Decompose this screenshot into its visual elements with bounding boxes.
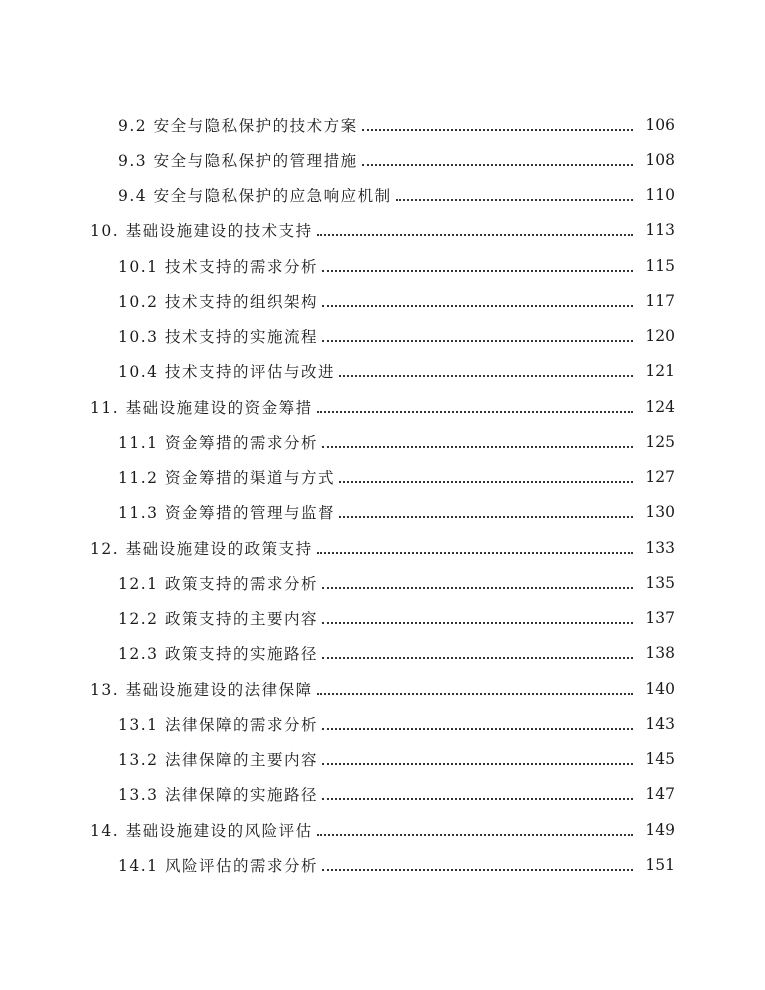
dot-leader xyxy=(362,128,633,131)
toc-entry-title: 12.2 政策支持的主要内容 xyxy=(118,610,318,629)
toc-entry-page: 145 xyxy=(645,750,675,769)
dot-leader xyxy=(317,551,633,554)
toc-entry-page: 110 xyxy=(645,186,675,205)
toc-entry[interactable] xyxy=(0,142,765,177)
toc-entry[interactable] xyxy=(0,847,765,882)
dot-leader xyxy=(322,586,633,589)
toc-entry-title: 11.3 资金筹措的管理与监督 xyxy=(118,504,335,523)
dot-leader xyxy=(317,233,633,236)
dot-leader xyxy=(317,410,633,413)
toc-entry-page: 133 xyxy=(645,538,675,557)
toc-entry-page: 115 xyxy=(645,256,675,275)
toc-entry-page: 147 xyxy=(645,785,675,804)
toc-entry-title: 14.1 风险评估的需求分析 xyxy=(118,856,318,875)
toc-entry[interactable] xyxy=(0,389,765,424)
toc-entry-title: 12.3 政策支持的实施路径 xyxy=(118,645,318,664)
toc-entry[interactable] xyxy=(0,495,765,530)
dot-leader xyxy=(322,269,633,272)
toc-entry-title: 10.3 技术支持的实施流程 xyxy=(118,328,318,347)
toc-entry[interactable] xyxy=(0,777,765,812)
toc-entry-page: 135 xyxy=(645,573,675,592)
toc-entry-title: 9.3 安全与隐私保护的管理措施 xyxy=(118,151,358,170)
toc-entry-page: 130 xyxy=(645,503,675,522)
toc-entry-title: 11. 基础设施建设的资金筹措 xyxy=(90,398,313,417)
dot-leader xyxy=(322,727,633,730)
dot-leader xyxy=(396,198,633,201)
toc-entry[interactable] xyxy=(0,742,765,777)
toc-entry-page: 140 xyxy=(645,679,675,698)
toc-entry[interactable] xyxy=(0,671,765,706)
toc-entry-page: 108 xyxy=(645,150,675,169)
toc-entry[interactable] xyxy=(0,460,765,495)
toc-entry-page: 149 xyxy=(645,820,675,839)
toc-entry-title: 13.1 法律保障的需求分析 xyxy=(118,715,318,734)
table-of-contents xyxy=(0,107,765,883)
toc-entry-title: 12.1 政策支持的需求分析 xyxy=(118,574,318,593)
dot-leader xyxy=(322,868,633,871)
dot-leader xyxy=(317,833,633,836)
toc-entry-page: 125 xyxy=(645,432,675,451)
toc-entry[interactable] xyxy=(0,636,765,671)
dot-leader xyxy=(322,445,633,448)
toc-entry-title: 9.4 安全与隐私保护的应急响应机制 xyxy=(118,187,392,206)
toc-entry[interactable] xyxy=(0,601,765,636)
dot-leader xyxy=(322,339,633,342)
toc-entry-title: 13.3 法律保障的实施路径 xyxy=(118,786,318,805)
dot-leader xyxy=(317,692,633,695)
toc-entry-page: 113 xyxy=(645,221,675,240)
dot-leader xyxy=(322,762,633,765)
dot-leader xyxy=(339,374,633,377)
toc-entry-title: 10.2 技术支持的组织架构 xyxy=(118,292,318,311)
toc-entry-title: 10. 基础设施建设的技术支持 xyxy=(90,222,313,241)
toc-entry[interactable] xyxy=(0,812,765,847)
toc-entry[interactable] xyxy=(0,283,765,318)
toc-entry[interactable] xyxy=(0,107,765,142)
toc-entry[interactable] xyxy=(0,706,765,741)
toc-entry-page: 151 xyxy=(645,855,675,874)
dot-leader xyxy=(322,656,633,659)
toc-entry-page: 127 xyxy=(645,468,675,487)
toc-entry[interactable] xyxy=(0,319,765,354)
toc-entry-page: 143 xyxy=(645,714,675,733)
toc-entry-title: 9.2 安全与隐私保护的技术方案 xyxy=(118,116,358,135)
toc-entry-title: 10.1 技术支持的需求分析 xyxy=(118,257,318,276)
toc-entry-title: 10.4 技术支持的评估与改进 xyxy=(118,363,335,382)
dot-leader xyxy=(339,480,633,483)
toc-entry-page: 124 xyxy=(645,397,675,416)
toc-entry-title: 12. 基础设施建设的政策支持 xyxy=(90,539,313,558)
toc-entry-title: 11.1 资金筹措的需求分析 xyxy=(118,433,318,452)
toc-entry[interactable] xyxy=(0,530,765,565)
dot-leader xyxy=(339,515,633,518)
toc-entry-title: 13.2 法律保障的主要内容 xyxy=(118,751,318,770)
dot-leader xyxy=(322,797,633,800)
toc-entry-title: 13. 基础设施建设的法律保障 xyxy=(90,680,313,699)
dot-leader xyxy=(322,621,633,624)
dot-leader xyxy=(322,304,633,307)
toc-entry-page: 106 xyxy=(645,115,675,134)
toc-entry[interactable] xyxy=(0,248,765,283)
toc-entry-page: 138 xyxy=(645,644,675,663)
toc-entry-title: 11.2 资金筹措的渠道与方式 xyxy=(118,469,335,488)
toc-entry-page: 120 xyxy=(645,327,675,346)
toc-entry-page: 137 xyxy=(645,609,675,628)
toc-entry-page: 117 xyxy=(645,291,675,310)
dot-leader xyxy=(362,163,633,166)
toc-entry[interactable] xyxy=(0,178,765,213)
toc-entry[interactable] xyxy=(0,354,765,389)
toc-entry[interactable] xyxy=(0,424,765,459)
toc-entry-title: 14. 基础设施建设的风险评估 xyxy=(90,821,313,840)
toc-entry-page: 121 xyxy=(645,362,675,381)
toc-entry[interactable] xyxy=(0,565,765,600)
toc-entry[interactable] xyxy=(0,213,765,248)
